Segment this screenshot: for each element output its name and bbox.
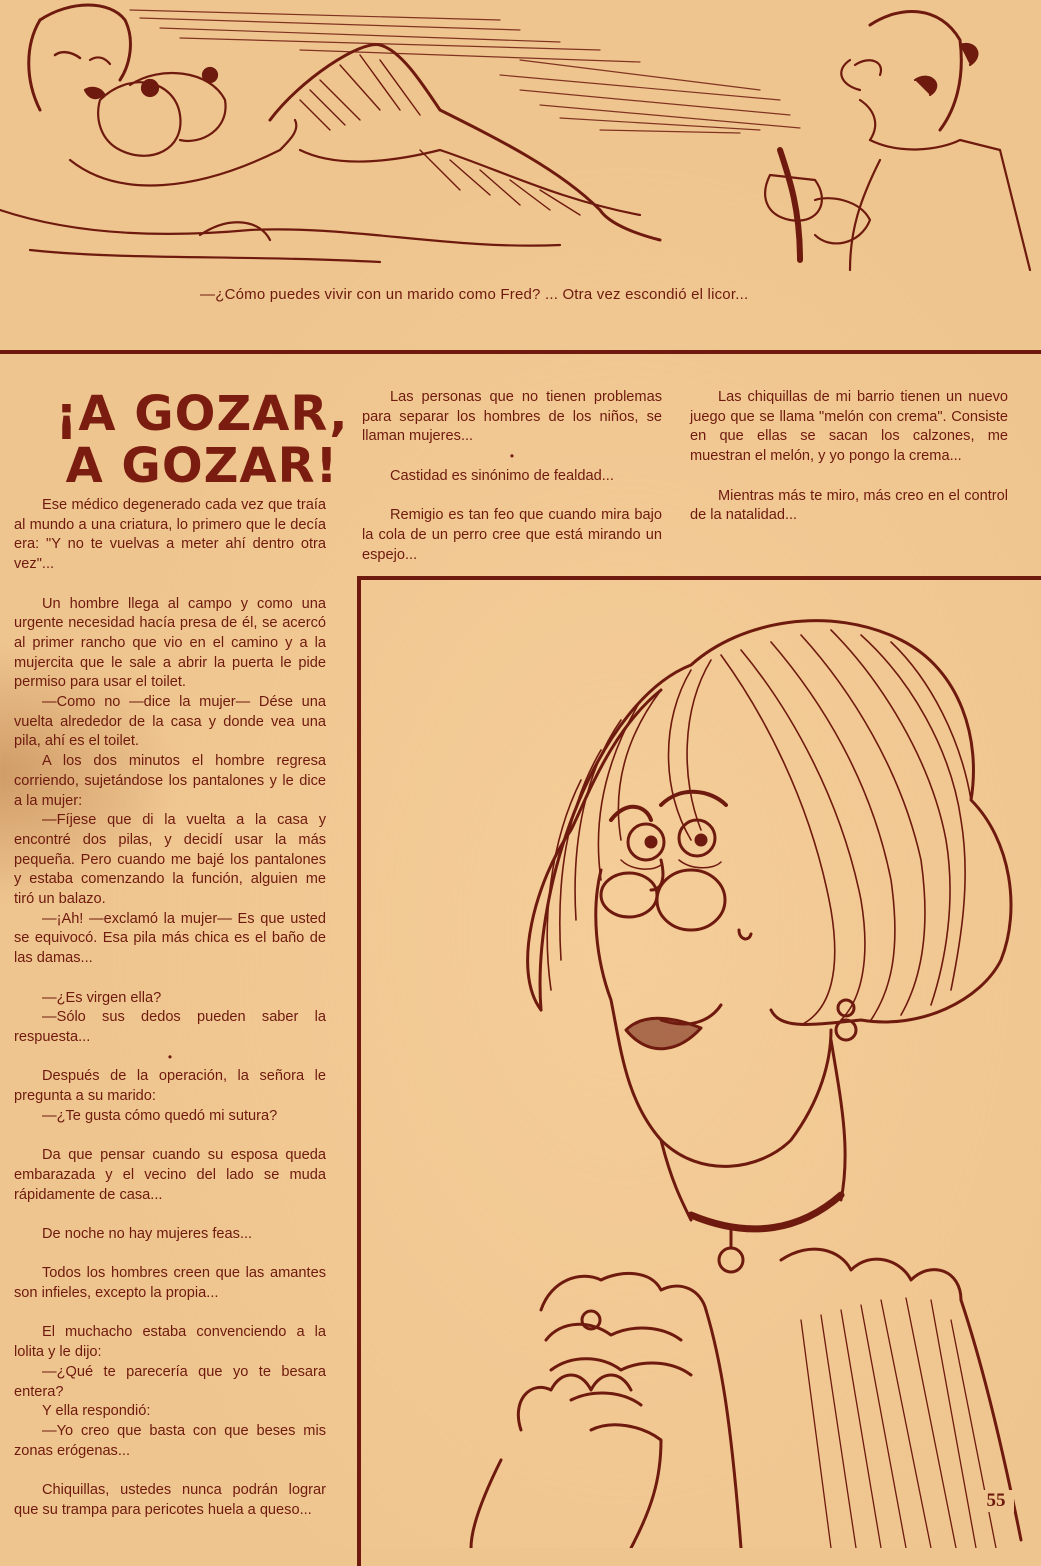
joke-paragraph: Todos los hombres creen que las amantes son infieles, excepto la propia...	[14, 1265, 326, 1302]
joke-paragraph: Después de la operación, la señora le pregunta a su marido:	[14, 1068, 326, 1105]
joke-paragraph: Remigio es tan feo que cuando mira bajo la cola de un perro cree que está mirando un espejo...	[362, 507, 662, 563]
right-column	[690, 388, 1008, 526]
top-cartoon-illustration	[0, 0, 1041, 280]
title-line-1: ¡A GOZAR,	[55, 386, 349, 442]
joke-paragraph: A los dos minutos el hombre regresa corriendo, sujetándose los pantalones y le dice a la mujer:	[14, 753, 326, 809]
article-title	[52, 388, 352, 492]
joke-paragraph: De noche no hay mujeres feas...	[42, 1225, 253, 1242]
joke-paragraph: —Fíjese que di la vuelta a la casa y encontré dos pilas, y decidí usar la más pequeña. Pero cuando me bajé los pantalones y estaba comenzando la función, alguien me tiró un balazo.	[14, 812, 326, 908]
left-column	[14, 496, 326, 1520]
joke-paragraph: Mientras más te miro, más creo en el control de la natalidad...	[690, 487, 1008, 524]
joke-paragraph: —¡Ah! —exclamó la mujer— Es que usted se equivocó. Esa pila más chica es el baño de las damas...	[14, 910, 326, 967]
joke-paragraph: —Sólo sus dedos pueden saber la respuesta...	[14, 1009, 326, 1045]
cartoon-caption: —¿Cómo puedes vivir con un marido como Fred? ... Otra vez escondió el licor...	[200, 286, 749, 303]
joke-paragraph: Ese médico degenerado cada vez que traía al mundo a una criatura, lo primero que le decía era: "Y no te vuelvas a meter ahí dentro otra vez"...	[14, 497, 326, 573]
joke-paragraph: —Yo creo que basta con que beses mis zonas erógenas...	[14, 1422, 326, 1459]
joke-paragraph: —¿Qué te parecería que yo te besara entera?	[14, 1363, 326, 1400]
joke-paragraph: —Como no —dice la mujer— Dése una vuelta alrededor de la casa y donde vea una pila, ahí es el toilet.	[14, 694, 326, 750]
joke-paragraph: Las chiquillas de mi barrio tienen un nuevo juego que se llama "melón con crema". Consiste en que ellas se sacan los calzones, me muestran el melón, y yo pongo la crema...	[690, 389, 1008, 465]
section-divider	[0, 350, 1041, 354]
joke-paragraph: Las personas que no tienen problemas para separar los hombres de los niños, se llaman mujeres...	[362, 389, 662, 445]
joke-paragraph: Un hombre llega al campo y como una urgente necesidad hacía presa de él, se acercó al primer rancho que vio en el camino y a la mujercita que le sale a abrir la puerta le pide permiso para usar el toilet.	[14, 595, 326, 691]
joke-paragraph: Da que pensar cuando su esposa queda embarazada y el vecino del lado se muda rápidamente de casa...	[14, 1147, 326, 1203]
page-number: 55	[978, 1490, 1014, 1512]
joke-paragraph: Y ella respondió:	[42, 1403, 151, 1420]
joke-paragraph: El muchacho estaba convenciendo a la lolita y le dijo:	[14, 1324, 326, 1361]
caricature-illustration	[361, 580, 1041, 1548]
joke-paragraph: Castidad es sinónimo de fealdad...	[390, 467, 614, 484]
title-line-2: A GOZAR!	[65, 438, 339, 494]
separator-dot: •	[167, 1049, 173, 1064]
joke-paragraph: —¿Es virgen ella?	[42, 989, 162, 1006]
middle-column	[362, 388, 662, 565]
separator-dot: •	[509, 449, 515, 464]
joke-paragraph: —¿Te gusta cómo quedó mi sutura?	[42, 1107, 278, 1124]
joke-paragraph: Chiquillas, ustedes nunca podrán lograr que su trampa para pericotes huela a queso...	[14, 1482, 326, 1518]
